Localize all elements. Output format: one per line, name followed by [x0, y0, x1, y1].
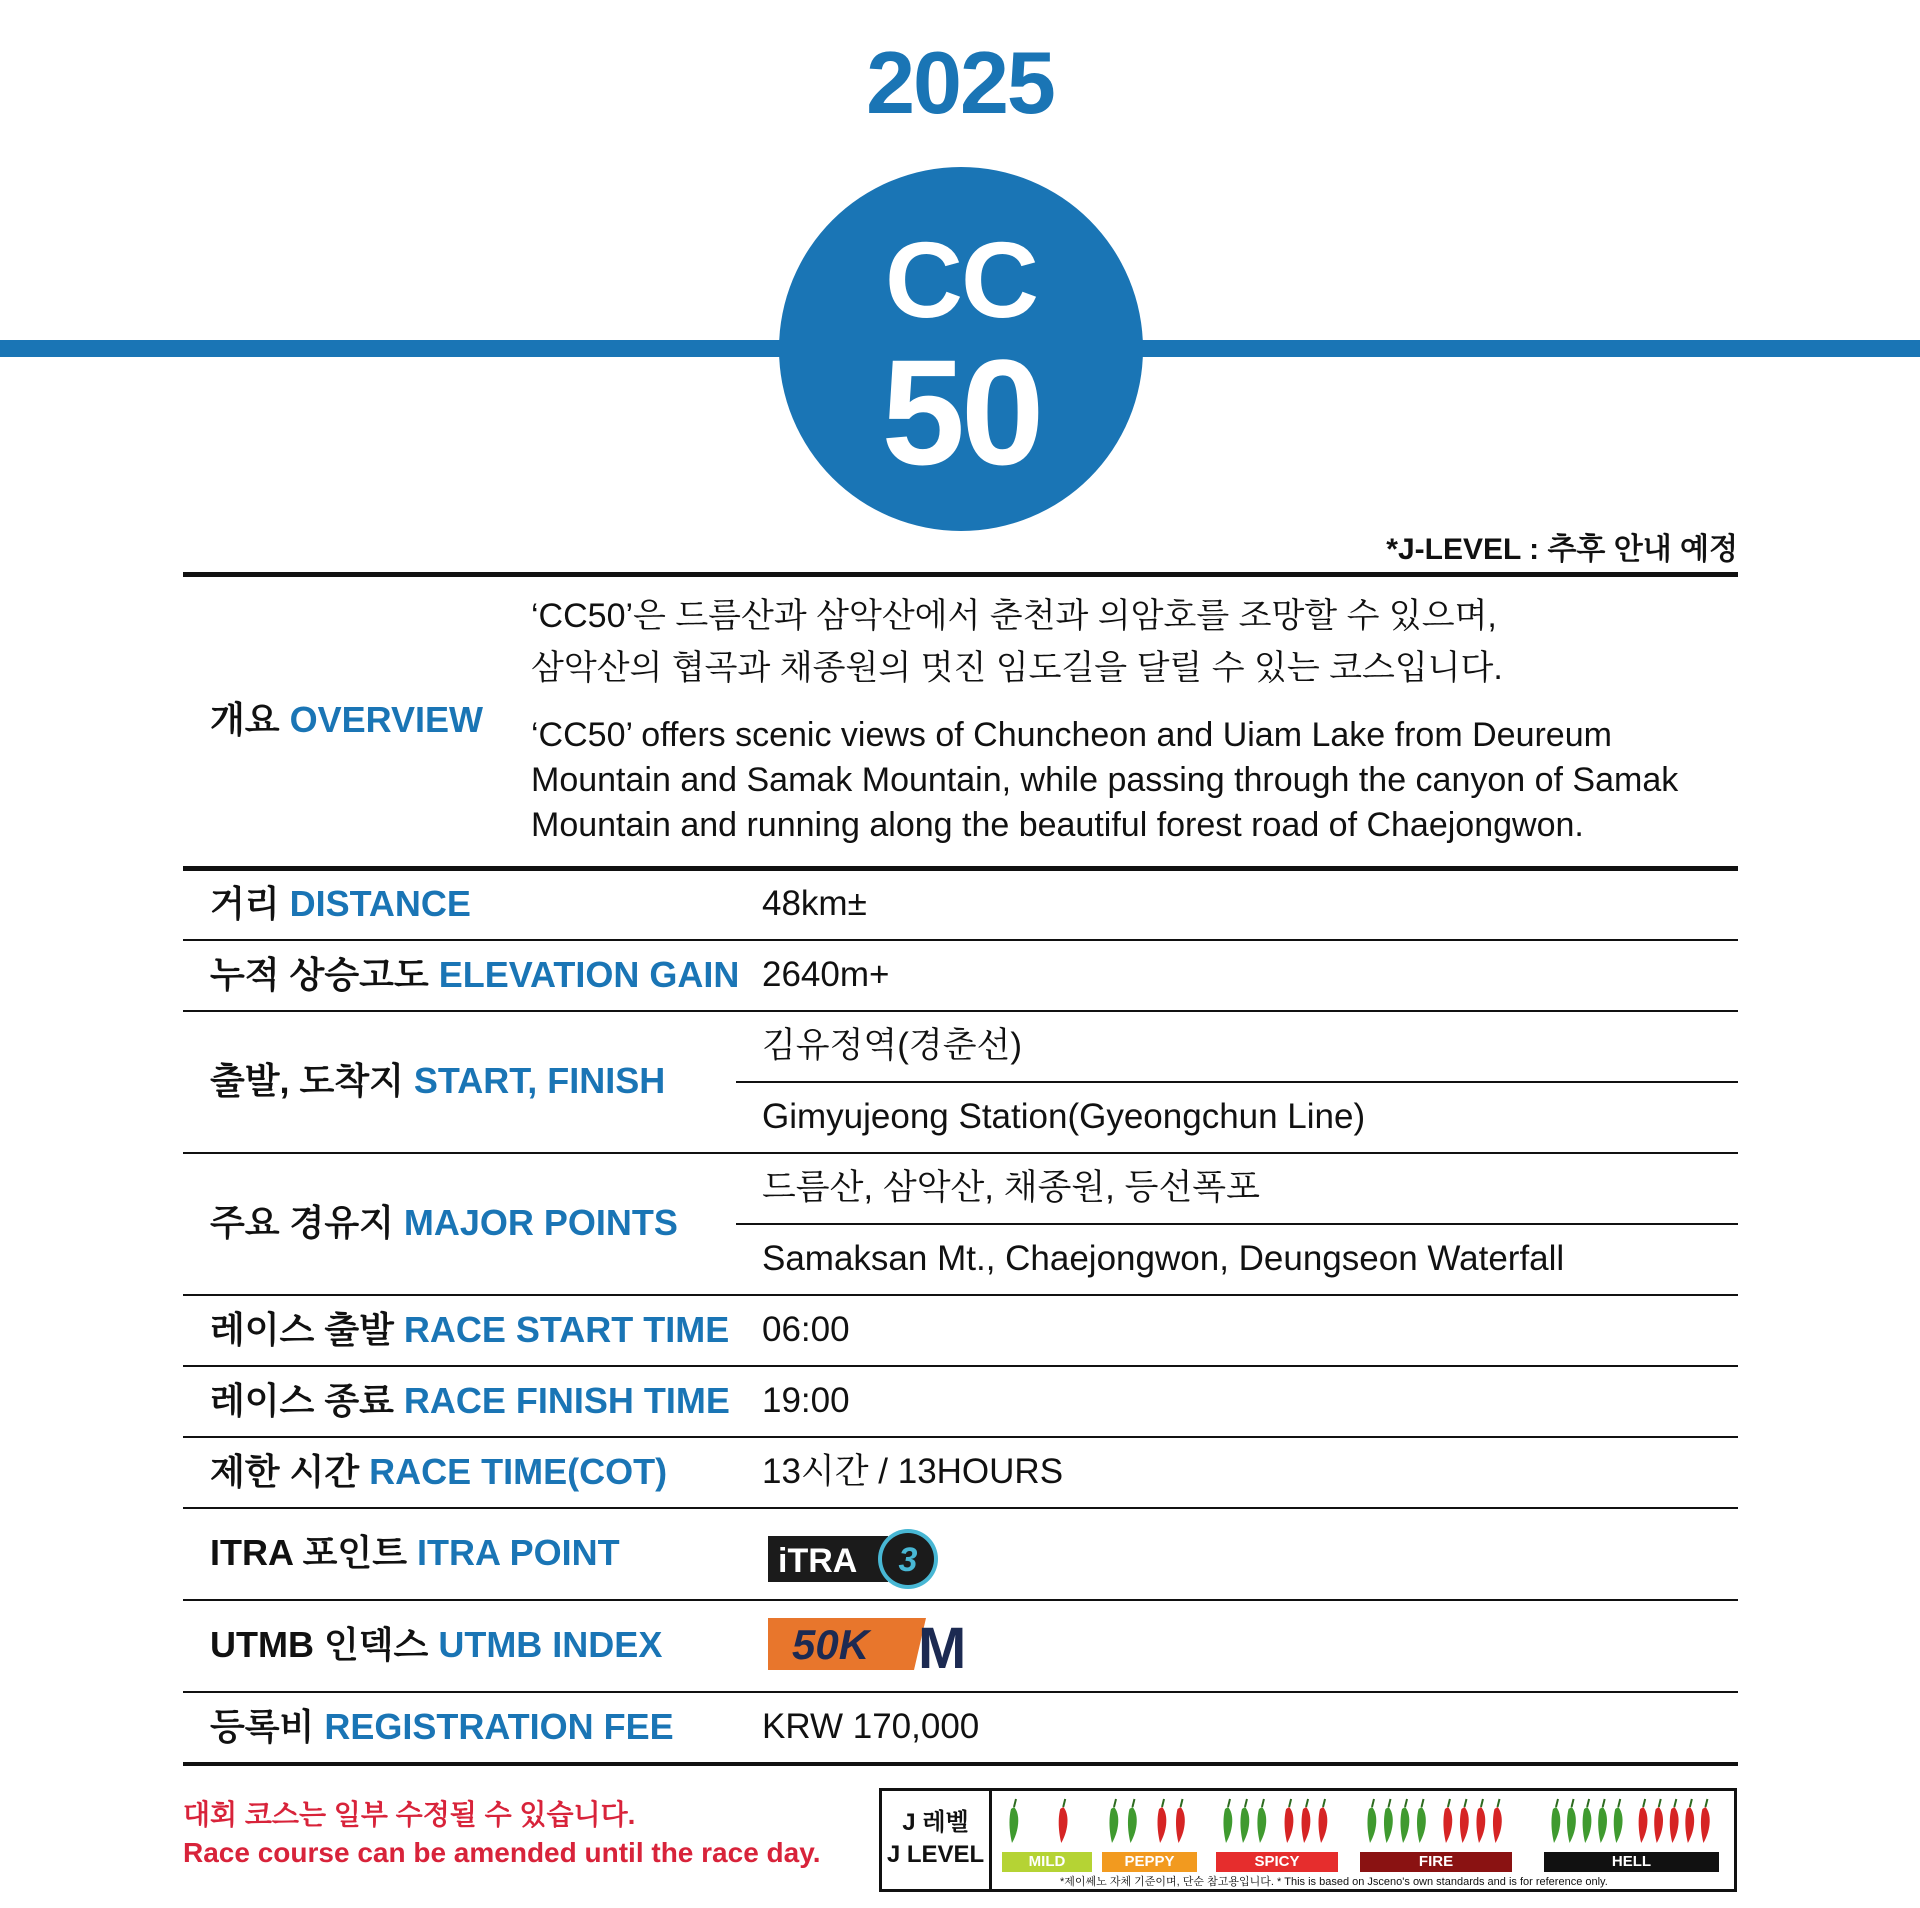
pepper-stem-icon — [1587, 1799, 1589, 1807]
itra-points: 3 — [898, 1541, 918, 1579]
pepper-stem-icon — [1372, 1799, 1374, 1807]
jlevel-legend-title — [882, 1807, 989, 1871]
start-finish-label-en: START, FINISH — [413, 1060, 666, 1101]
overview-label-en: OVERVIEW — [289, 699, 483, 740]
jlevel-peppy — [1102, 1795, 1197, 1872]
distance-label-ko: 거리 — [210, 883, 280, 924]
row-divider — [183, 1294, 1738, 1296]
green-pepper-icon — [1384, 1807, 1393, 1843]
pepper-stem-icon — [1422, 1799, 1424, 1807]
notice-ko: 대회 코스는 일부 수정될 수 있습니다. — [183, 1799, 636, 1830]
red-pepper-icon — [1302, 1807, 1311, 1843]
red-pepper-icon — [1701, 1807, 1710, 1843]
pepper-stem-icon — [1556, 1799, 1558, 1807]
red-pepper-icon — [1443, 1807, 1452, 1843]
race-start-label — [210, 1308, 729, 1352]
utmb-index-value: 50K — [792, 1621, 870, 1668]
start-finish-value-en: Gimyujeong Station(Gyeongchun Line) — [762, 1097, 1366, 1136]
green-pepper-icon — [1583, 1807, 1592, 1843]
pepper-stem-icon — [1306, 1799, 1308, 1807]
pepper-stem-icon — [1705, 1799, 1707, 1807]
year-title: 2025 — [866, 33, 1054, 132]
utmb-label — [210, 1623, 662, 1667]
elevation-label — [210, 953, 739, 997]
red-pepper-icon — [1476, 1807, 1485, 1843]
pepper-stem-icon — [1063, 1799, 1065, 1807]
pepper-stem-icon — [1245, 1799, 1247, 1807]
pepper-stem-icon — [1674, 1799, 1676, 1807]
utmb-label-en: UTMB INDEX — [438, 1624, 663, 1665]
pepper-stem-icon — [1389, 1799, 1391, 1807]
jlevel-mild — [1002, 1795, 1092, 1872]
pepper-stem-icon — [1659, 1799, 1661, 1807]
red-pepper-icon — [1654, 1807, 1663, 1843]
jlevel-tag: PEPPY — [1102, 1852, 1197, 1872]
badge-code: CC — [885, 219, 1037, 340]
table-bottom-rule — [183, 1762, 1738, 1766]
race-finish-label-en: RACE FINISH TIME — [403, 1380, 730, 1421]
red-pepper-icon — [1285, 1807, 1294, 1843]
distance-label-en: DISTANCE — [289, 883, 471, 924]
jlevel-hell — [1544, 1795, 1719, 1872]
pepper-stem-icon — [1181, 1799, 1183, 1807]
row-divider — [183, 1507, 1738, 1509]
major-points-label-en: MAJOR POINTS — [403, 1202, 678, 1243]
jlevel-title-ko: J 레벨 — [902, 1809, 969, 1836]
jlevel-fire — [1360, 1795, 1512, 1872]
row-divider — [183, 1436, 1738, 1438]
row-subdivider — [736, 1223, 1738, 1225]
overview-text-ko-2: 삼악산의 협곡과 채종원의 멋진 임도길을 달릴 수 있는 코스입니다. — [531, 649, 1503, 687]
elevation-label-ko: 누적 상승고도 — [210, 954, 429, 995]
jlevel-tag: FIRE — [1360, 1852, 1512, 1872]
major-points-value-ko: 드름산, 삼악산, 채종원, 등선폭포 — [762, 1168, 1260, 1207]
row-subdivider — [736, 1081, 1738, 1083]
row-divider — [183, 1010, 1738, 1012]
overview-text-ko-1: ‘CC50’은 드름산과 삼악산에서 춘천과 의암호를 조망할 수 있으며, — [531, 597, 1497, 635]
green-pepper-icon — [1400, 1807, 1409, 1843]
utmb-label-ko: UTMB 인덱스 — [210, 1624, 429, 1665]
pepper-stem-icon — [1289, 1799, 1291, 1807]
pepper-stem-icon — [1323, 1799, 1325, 1807]
jlevel-tag: MILD — [1002, 1852, 1092, 1872]
red-pepper-icon — [1670, 1807, 1679, 1843]
pepper-stem-icon — [1262, 1799, 1264, 1807]
pepper-stem-icon — [1603, 1799, 1605, 1807]
elevation-label-en: ELEVATION GAIN — [438, 954, 740, 995]
distance-value: 48km± — [762, 884, 867, 923]
row-divider — [183, 939, 1738, 941]
pepper-stem-icon — [1481, 1799, 1483, 1807]
green-pepper-icon — [1257, 1807, 1266, 1843]
itra-label-en: ITRA POINT — [417, 1532, 620, 1573]
red-pepper-icon — [1319, 1807, 1328, 1843]
utmb-m-icon: M — [918, 1616, 967, 1672]
jlevel-note: *J-LEVEL : 추후 안내 예정 — [1386, 533, 1738, 566]
race-start-label-en: RACE START TIME — [403, 1309, 730, 1350]
cot-label-ko: 제한 시간 — [210, 1451, 360, 1492]
fee-value: KRW 170,000 — [762, 1707, 980, 1746]
jlevel-footnote: *제이쎄노 자체 기준이며, 단순 참고용입니다. * This is based on Jsceno's own standards and is for reference only. — [1060, 1876, 1608, 1888]
jlevel-tag: HELL — [1544, 1852, 1719, 1872]
pepper-stem-icon — [1228, 1799, 1230, 1807]
cot-value: 13시간 / 13HOURS — [762, 1452, 1064, 1491]
major-points-label-ko: 주요 경유지 — [210, 1202, 394, 1243]
red-pepper-icon — [1493, 1807, 1502, 1843]
itra-label — [210, 1531, 620, 1575]
race-finish-label-ko: 레이스 종료 — [210, 1380, 394, 1421]
pepper-stem-icon — [1497, 1799, 1499, 1807]
overview-bottom-rule — [183, 866, 1738, 871]
pepper-icons — [1216, 1795, 1338, 1847]
pepper-stem-icon — [1643, 1799, 1645, 1807]
cot-label-en: RACE TIME(COT) — [369, 1451, 668, 1492]
green-pepper-icon — [1109, 1807, 1118, 1843]
itra-logo — [768, 1528, 944, 1590]
row-divider — [183, 1599, 1738, 1601]
overview-text-en: ‘CC50’ offers scenic views of Chuncheon and Uiam Lake from Deureum Mountain and Samak Mountain, while passing through the canyon of Samak Mountain and running along the beautiful forest road of Chaejongwon. — [531, 716, 1679, 844]
distance-label — [210, 882, 471, 926]
pepper-icons — [1002, 1795, 1092, 1847]
green-pepper-icon — [1598, 1807, 1607, 1843]
pepper-stem-icon — [1405, 1799, 1407, 1807]
itra-logo-text: iTRA — [778, 1542, 858, 1580]
jlevel-title-en: J LEVEL — [886, 1841, 985, 1868]
major-points-label — [210, 1201, 678, 1245]
start-finish-label-ko: 출발, 도착지 — [210, 1060, 404, 1101]
course-badge — [779, 167, 1143, 531]
pepper-icons — [1544, 1795, 1719, 1847]
pepper-stem-icon — [1690, 1799, 1692, 1807]
red-pepper-icon — [1158, 1807, 1167, 1843]
row-divider — [183, 1691, 1738, 1693]
major-points-value-en: Samaksan Mt., Chaejongwon, Deungseon Waterfall — [762, 1239, 1565, 1278]
green-pepper-icon — [1567, 1807, 1576, 1843]
green-pepper-icon — [1128, 1807, 1137, 1843]
fee-label-ko: 등록비 — [210, 1706, 315, 1747]
green-pepper-icon — [1223, 1807, 1232, 1843]
pepper-stem-icon — [1162, 1799, 1164, 1807]
overview-label — [210, 698, 483, 742]
pepper-stem-icon — [1618, 1799, 1620, 1807]
red-pepper-icon — [1685, 1807, 1694, 1843]
green-pepper-icon — [1367, 1807, 1376, 1843]
pepper-stem-icon — [1114, 1799, 1116, 1807]
row-divider — [183, 1152, 1738, 1154]
elevation-value: 2640m+ — [762, 955, 890, 994]
cot-label — [210, 1450, 667, 1494]
badge-number: 50 — [881, 328, 1041, 496]
red-pepper-icon — [1059, 1807, 1068, 1843]
race-start-label-ko: 레이스 출발 — [210, 1309, 394, 1350]
red-pepper-icon — [1639, 1807, 1648, 1843]
fee-label-en: REGISTRATION FEE — [324, 1706, 674, 1747]
red-pepper-icon — [1176, 1807, 1185, 1843]
row-divider — [183, 1365, 1738, 1367]
pepper-stem-icon — [1464, 1799, 1466, 1807]
race-finish-label — [210, 1379, 730, 1423]
start-finish-value-ko: 김유정역(경춘선) — [762, 1026, 1022, 1065]
jlevel-tag: SPICY — [1216, 1852, 1338, 1872]
pepper-stem-icon — [1014, 1799, 1016, 1807]
table-top-rule — [183, 572, 1738, 577]
jlevel-spicy — [1216, 1795, 1338, 1872]
race-finish-value: 19:00 — [762, 1381, 850, 1420]
itra-label-ko: ITRA 포인트 — [210, 1532, 407, 1573]
green-pepper-icon — [1009, 1807, 1018, 1843]
red-pepper-icon — [1460, 1807, 1469, 1843]
jlevel-divider — [989, 1791, 992, 1889]
start-finish-label — [210, 1059, 665, 1103]
pepper-icons — [1360, 1795, 1512, 1847]
green-pepper-icon — [1240, 1807, 1249, 1843]
notice-en: Race course can be amended until the race day. — [183, 1837, 821, 1868]
overview-label-ko: 개요 — [210, 699, 280, 740]
fee-label — [210, 1705, 674, 1749]
pepper-stem-icon — [1448, 1799, 1450, 1807]
pepper-icons — [1102, 1795, 1197, 1847]
pepper-stem-icon — [1572, 1799, 1574, 1807]
utmb-index-logo — [768, 1616, 986, 1672]
green-pepper-icon — [1417, 1807, 1426, 1843]
green-pepper-icon — [1614, 1807, 1623, 1843]
race-start-value: 06:00 — [762, 1310, 850, 1349]
course-notice — [183, 1796, 821, 1872]
green-pepper-icon — [1551, 1807, 1560, 1843]
pepper-stem-icon — [1132, 1799, 1134, 1807]
